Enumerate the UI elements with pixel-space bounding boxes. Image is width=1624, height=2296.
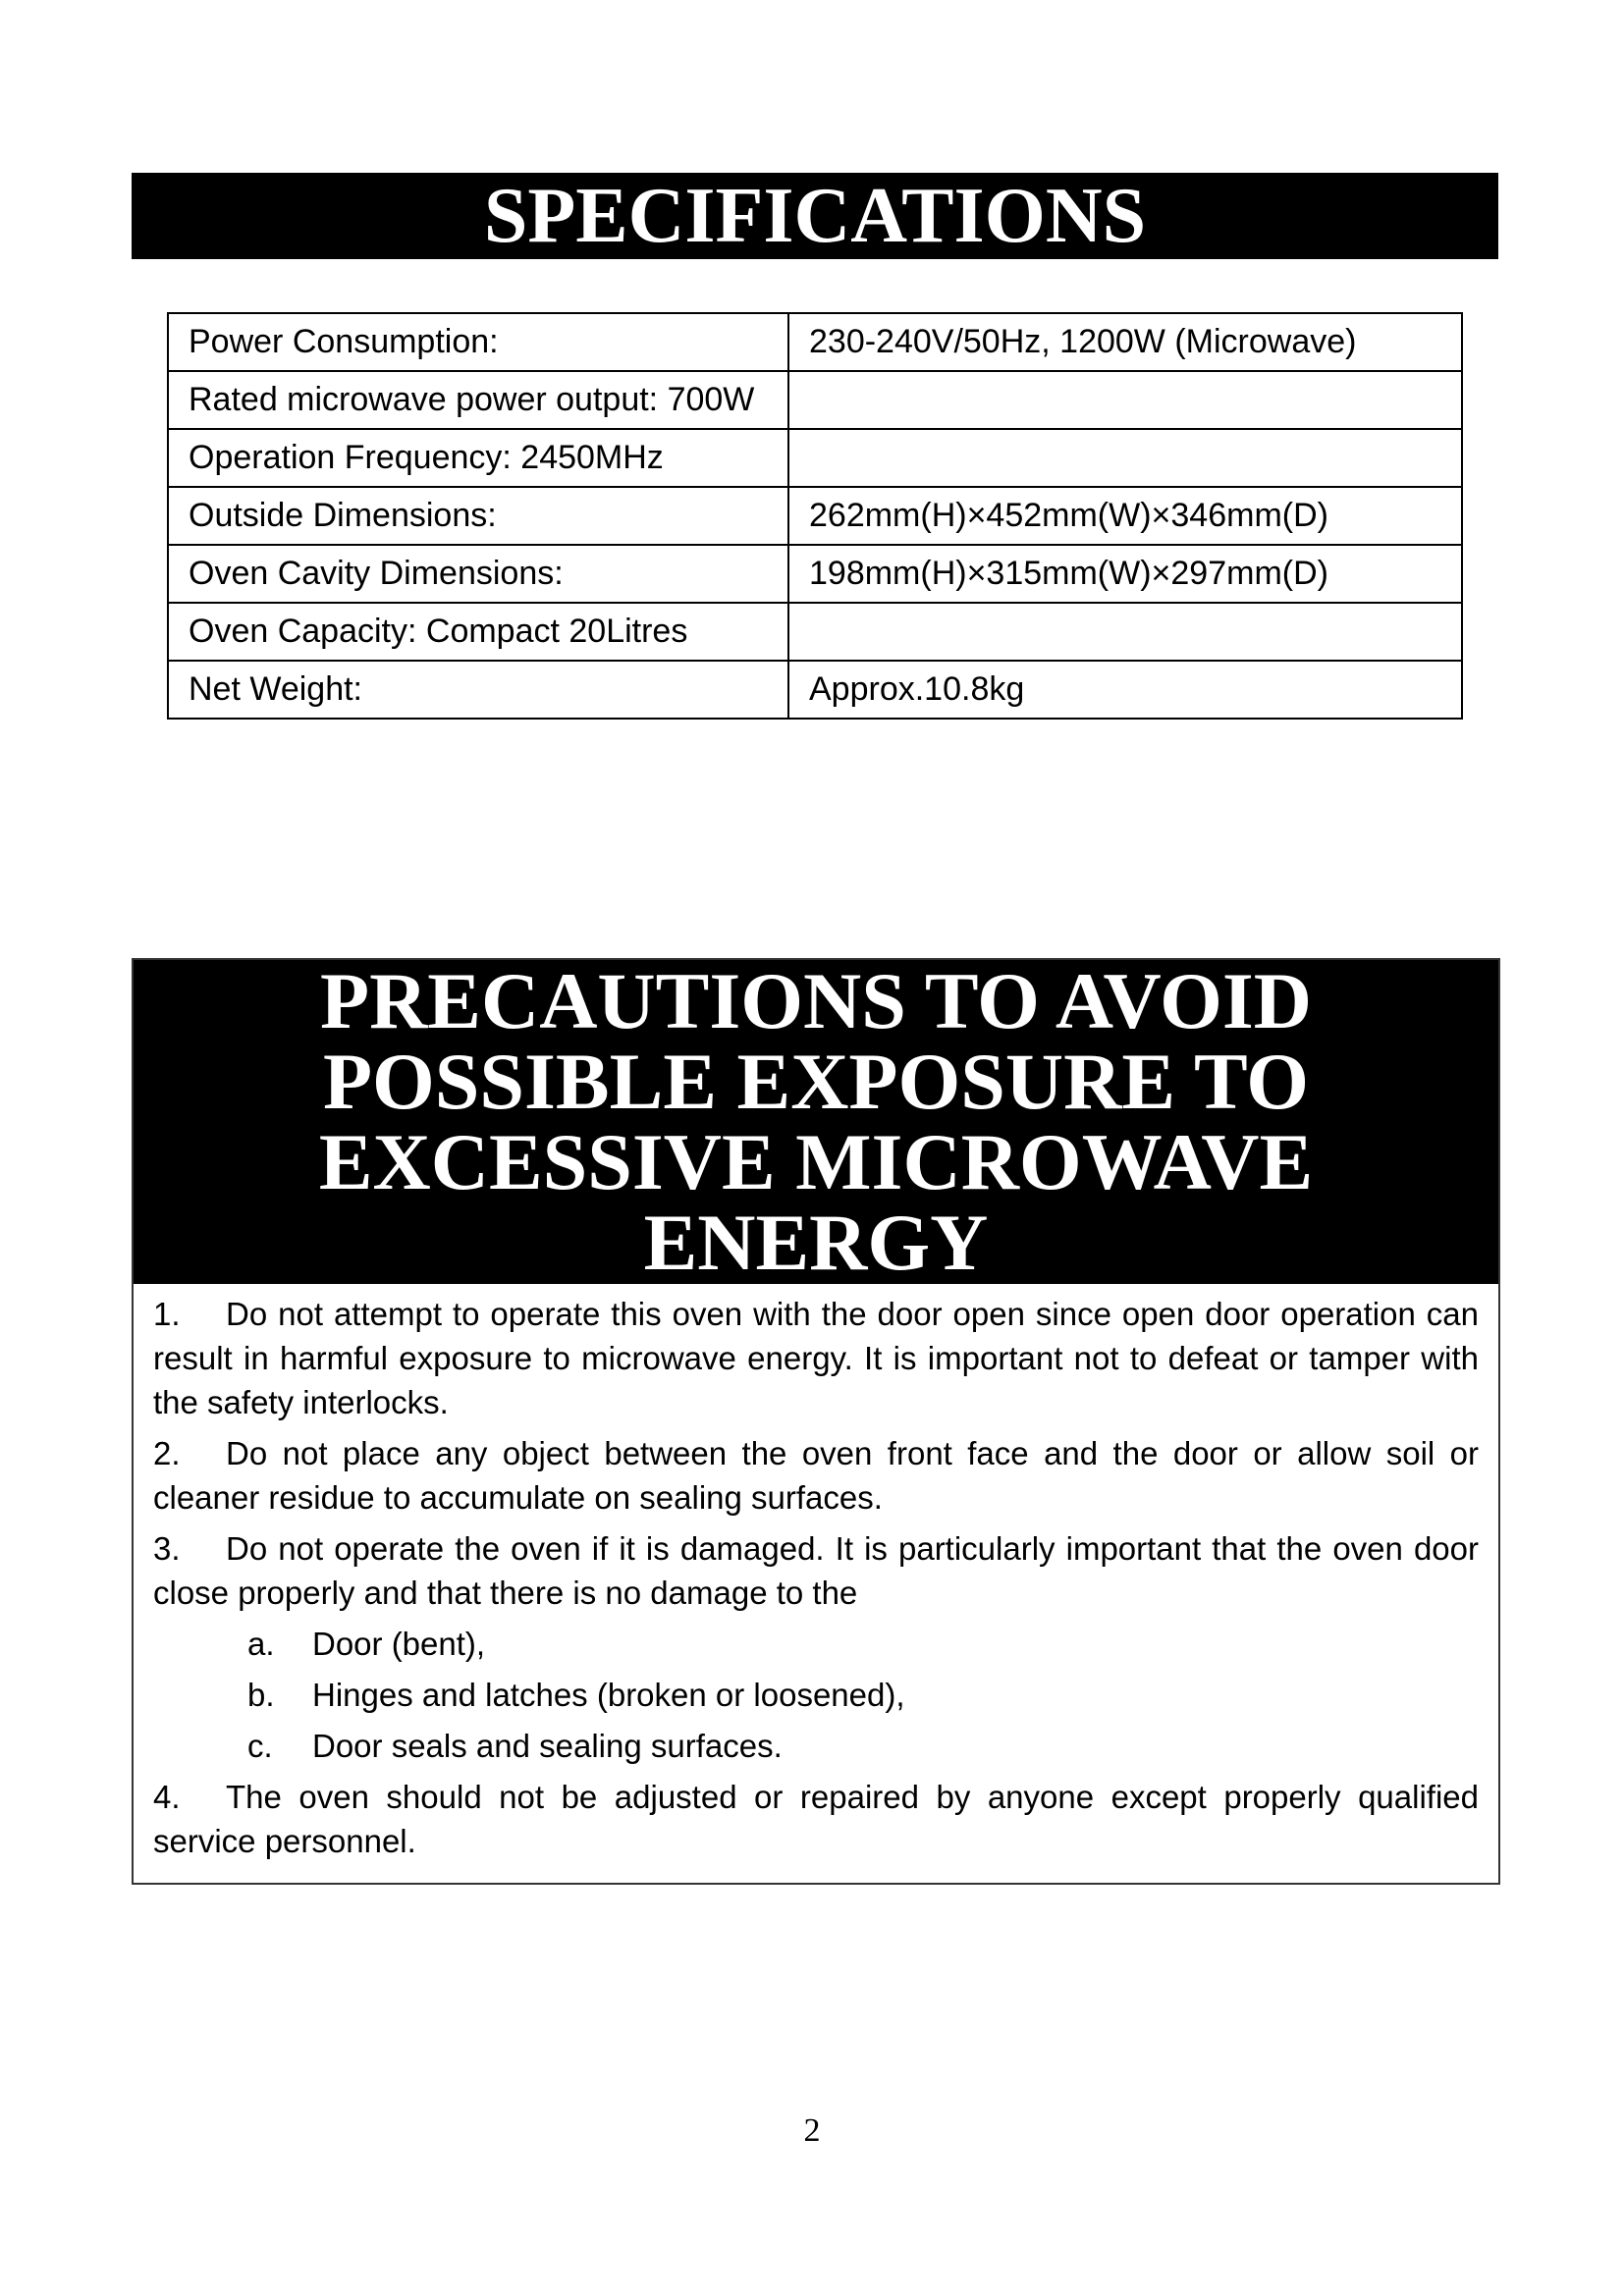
item-number: 3. <box>153 1530 181 1567</box>
spec-value-oven-capacity <box>788 603 1462 661</box>
sub-item-letter: a. <box>247 1626 275 1662</box>
precautions-heading <box>134 956 1498 1287</box>
precautions-heading-line: EXCESSIVE MICROWAVE <box>318 1117 1314 1206</box>
item-number: 1. <box>153 1296 181 1332</box>
list-item <box>153 1431 1479 1520</box>
spec-value-rated-power-output <box>788 371 1462 429</box>
precautions-list <box>153 1292 1479 1870</box>
list-item <box>153 1526 1479 1615</box>
specifications-heading: SPECIFICATIONS <box>132 173 1498 259</box>
list-item <box>153 1292 1479 1424</box>
item-text: Do not attempt to operate this oven with the door open since open door operation can result in harmful exposure to microwave energy. It is important not to defeat or tamper with the safety interlocks. <box>153 1296 1479 1420</box>
table-row <box>168 603 1462 661</box>
sub-item-text: Door (bent), <box>312 1626 486 1662</box>
precautions-heading-line: PRECAUTIONS TO AVOID <box>320 956 1312 1045</box>
spec-label-oven-capacity: Oven Capacity: Compact 20Litres <box>168 603 788 661</box>
table-row <box>168 429 1462 487</box>
spec-label-rated-power-output: Rated microwave power output: 700W <box>168 371 788 429</box>
list-item <box>153 1775 1479 1863</box>
page-number: 2 <box>803 2112 821 2149</box>
precautions-heading-line: POSSIBLE EXPOSURE TO <box>322 1037 1310 1126</box>
spec-value-net-weight: Approx.10.8kg <box>788 661 1462 719</box>
spec-value-operation-frequency <box>788 429 1462 487</box>
sub-list-item <box>153 1673 1479 1717</box>
spec-label-cavity-dimensions: Oven Cavity Dimensions: <box>168 545 788 603</box>
sub-item-text: Door seals and sealing surfaces. <box>312 1728 783 1764</box>
item-number: 4. <box>153 1779 181 1815</box>
sub-item-letter: b. <box>247 1677 275 1713</box>
sub-list-item <box>153 1724 1479 1768</box>
table-row <box>168 545 1462 603</box>
spec-label-operation-frequency: Operation Frequency: 2450MHz <box>168 429 788 487</box>
table-row <box>168 313 1462 371</box>
spec-label-net-weight: Net Weight: <box>168 661 788 719</box>
sub-list-item <box>153 1622 1479 1666</box>
sub-item-text: Hinges and latches (broken or loosened), <box>312 1677 905 1713</box>
spec-value-cavity-dimensions: 198mm(H)×315mm(W)×297mm(D) <box>788 545 1462 603</box>
spec-value-outside-dimensions: 262mm(H)×452mm(W)×346mm(D) <box>788 487 1462 545</box>
table-row <box>168 487 1462 545</box>
item-text: Do not operate the oven if it is damaged. It is particularly important that the oven door close properly and that there is no damage to the <box>153 1530 1479 1611</box>
spec-label-outside-dimensions: Outside Dimensions: <box>168 487 788 545</box>
item-text: Do not place any object between the oven front face and the door or allow soil or cleaner residue to accumulate on sealing surfaces. <box>153 1435 1479 1516</box>
specifications-table <box>167 312 1463 720</box>
spec-value-power-consumption: 230-240V/50Hz, 1200W (Microwave) <box>788 313 1462 371</box>
item-text: The oven should not be adjusted or repaired by anyone except properly qualified service personnel. <box>153 1779 1479 1859</box>
precautions-heading-line: ENERGY <box>643 1198 989 1287</box>
table-row <box>168 661 1462 719</box>
spec-label-power-consumption: Power Consumption: <box>168 313 788 371</box>
table-row <box>168 371 1462 429</box>
precautions-section <box>132 958 1500 1885</box>
sub-item-letter: c. <box>247 1728 273 1764</box>
item-number: 2. <box>153 1435 181 1471</box>
